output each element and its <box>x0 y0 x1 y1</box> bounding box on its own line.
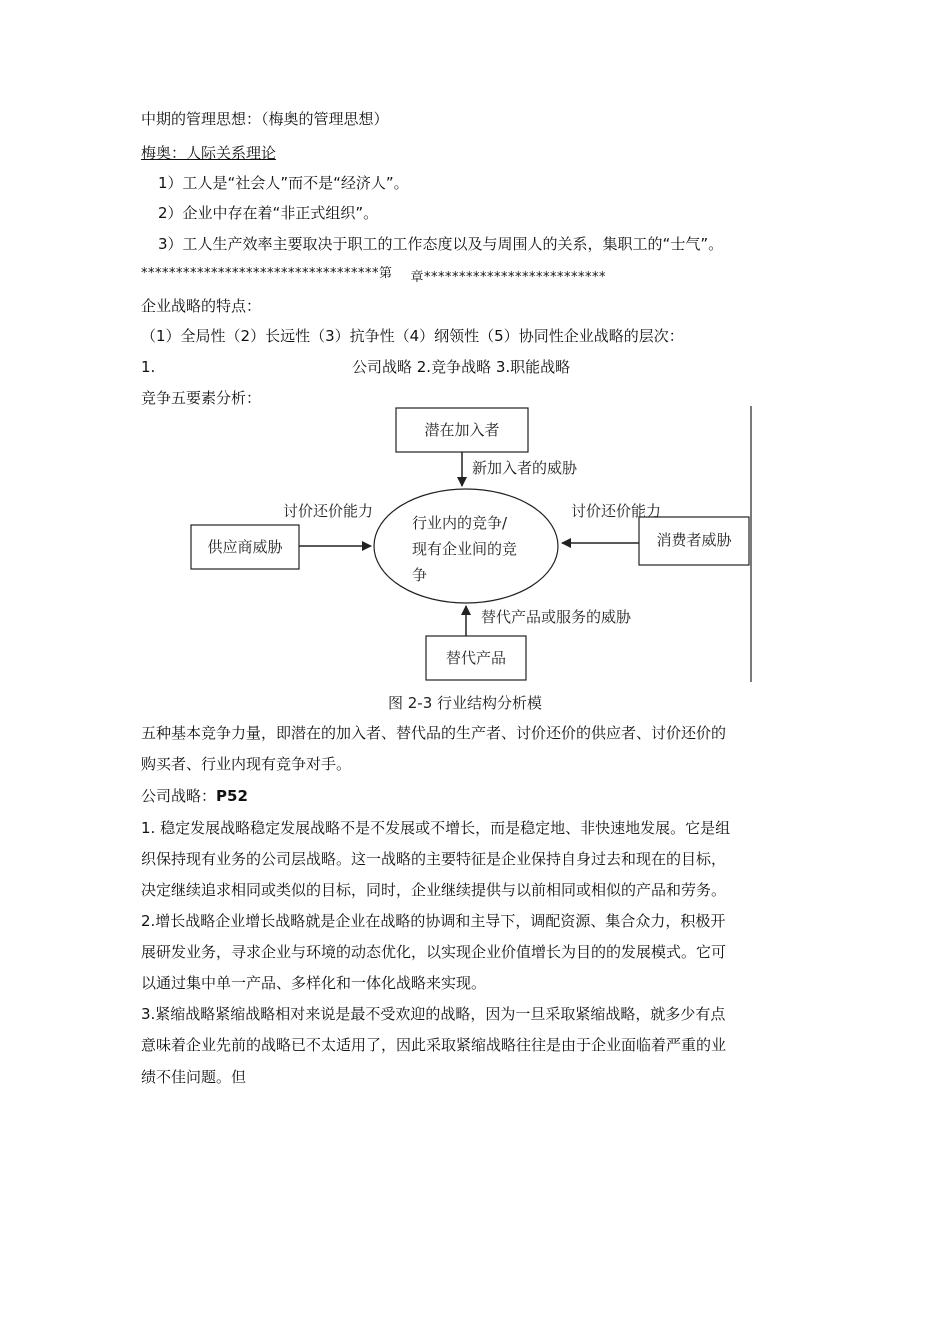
heading-mayo-theory: 梅奥：人际关系理论 <box>141 144 277 162</box>
strategy-levels: 公司战略 2.竞争战略 3.职能战略 <box>352 358 571 376</box>
box-supplier-threat-label: 供应商威胁 <box>207 538 283 556</box>
list-item: 3）工人生产效率主要取决于职工的工作态度以及与周围人的关系，集职工的“士气”。 <box>158 235 724 253</box>
arrow-supplier-label: 讨价还价能力 <box>283 502 374 520</box>
heading-strategy-features: 企业战略的特点： <box>141 297 262 315</box>
divider-stars-left: **********************************第 <box>141 266 393 281</box>
paragraph: 织保持现有业务的公司层战略。这一战略的主要特征是企业保持自身过去和现在的目标， <box>141 850 727 868</box>
center-label-line1: 行业内的竞争/ <box>412 514 508 532</box>
paragraph: 1. 稳定发展战略稳定发展战略不是不发展或不增长，而是稳定地、非快速地发展。它是组 <box>141 819 731 837</box>
paragraph: （1）全局性（2）长远性（3）抗争性（4）纲领性（5）协同性企业战略的层次： <box>141 327 684 345</box>
paragraph: 意味着企业先前的战略已不太适用了，因此采取紧缩战略往往是由于企业面临着严重的业 <box>141 1036 727 1054</box>
five-forces-diagram <box>0 400 950 710</box>
arrow-substitutes-label: 替代产品或服务的威胁 <box>481 608 632 626</box>
page-reference: P52 <box>216 787 248 805</box>
box-potential-entrants-label: 潜在加入者 <box>424 421 500 439</box>
paragraph: 购买者、行业内现有竞争对手。 <box>141 755 352 773</box>
divider-stars-right: 章************************** <box>410 270 607 285</box>
list-item: 1）工人是“社会人”而不是“经济人”。 <box>158 174 409 192</box>
heading-five-forces: 竞争五要素分析： <box>141 389 262 407</box>
paragraph: 3.紧缩战略紧缩战略相对来说是最不受欢迎的战略，因为一旦采取紧缩战略，就多少有点 <box>141 1005 726 1023</box>
paragraph: 2.增长战略企业增长战略就是企业在战略的协调和主导下，调配资源、集合众力，积极开 <box>141 912 726 930</box>
list-number: 1. <box>141 358 156 376</box>
chapter-divider <box>141 264 606 284</box>
paragraph: 展研发业务，寻求企业与环境的动态优化，以实现企业价值增长为目的的发展模式。它可 <box>141 943 727 961</box>
box-consumer-threat-label: 消费者威胁 <box>656 531 732 549</box>
paragraph: 以通过集中单一产品、多样化和一体化战略来实现。 <box>141 974 487 992</box>
box-substitutes-label: 替代产品 <box>445 649 507 667</box>
arrow-entrants-label: 新加入者的威胁 <box>472 459 578 477</box>
heading-corporate-strategy <box>141 786 248 806</box>
center-label-line3: 争 <box>412 566 428 584</box>
paragraph: 五种基本竞争力量，即潜在的加入者、替代品的生产者、讨价还价的供应者、讨价还价的 <box>141 724 727 742</box>
arrow-consumer-label: 讨价还价能力 <box>571 502 662 520</box>
center-label-line2: 现有企业间的竞 <box>412 540 518 558</box>
paragraph: 绩不佳问题。但 <box>141 1068 247 1086</box>
figure-caption: 图 2-3 行业结构分析模 <box>388 694 543 710</box>
heading-corporate-strategy-label: 公司战略： <box>141 787 217 805</box>
paragraph: 决定继续追求相同或类似的目标，同时，企业继续提供与以前相同或相似的产品和劳务。 <box>141 881 727 899</box>
list-item: 2）企业中存在着“非正式组织”。 <box>158 204 379 222</box>
heading-mid-management: 中期的管理思想：（梅奥的管理思想） <box>141 110 389 128</box>
